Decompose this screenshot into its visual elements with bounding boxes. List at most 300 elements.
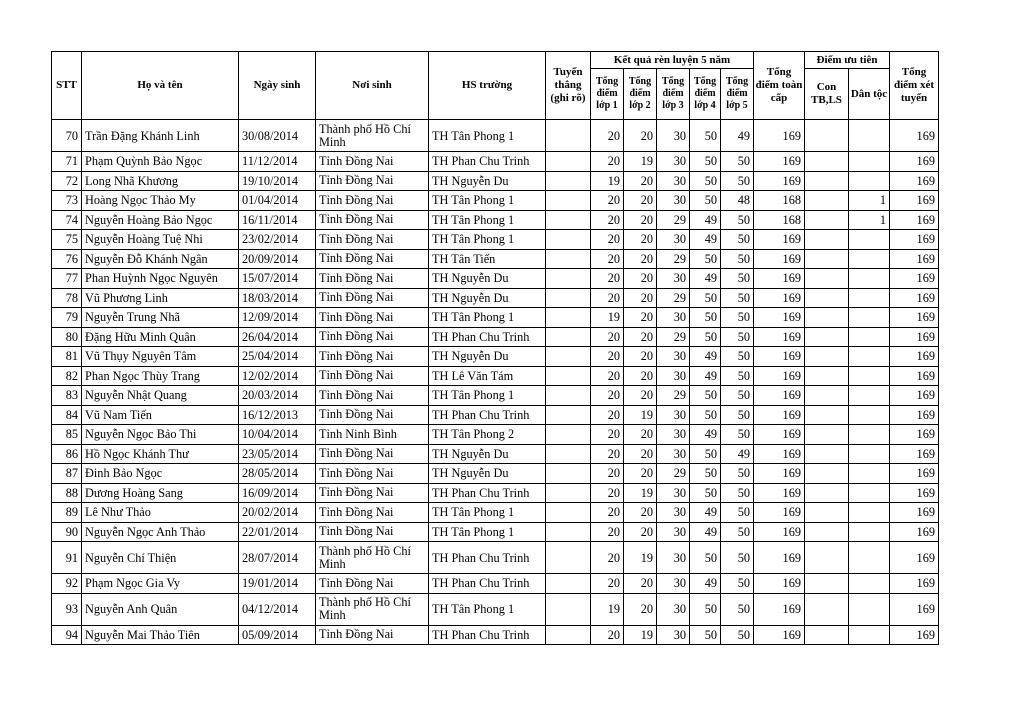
cell-grade4: 50 xyxy=(690,120,721,152)
cell-grade4: 50 xyxy=(690,308,721,328)
cell-dob: 10/04/2014 xyxy=(239,425,316,445)
cell-direct xyxy=(546,405,591,425)
table-row xyxy=(52,483,939,503)
cell-grade3: 30 xyxy=(657,152,690,172)
cell-school: TH Nguyễn Du xyxy=(429,444,546,464)
cell-dob: 19/01/2014 xyxy=(239,574,316,594)
cell-total-level: 169 xyxy=(754,171,805,191)
cell-school: TH Phan Chu Trinh xyxy=(429,327,546,347)
cell-birthplace: Tỉnh Đồng Nai xyxy=(316,625,429,645)
header-grade1: Tổng điểm lớp 1 xyxy=(591,69,624,120)
table-row xyxy=(52,210,939,230)
cell-grade2: 19 xyxy=(624,152,657,172)
cell-grade2: 20 xyxy=(624,288,657,308)
cell-total-admission: 169 xyxy=(890,542,939,574)
cell-direct xyxy=(546,464,591,484)
table-row xyxy=(52,288,939,308)
cell-birthplace: Tỉnh Đồng Nai xyxy=(316,366,429,386)
cell-stt: 77 xyxy=(52,269,82,289)
cell-name: Nguyễn Ngọc Bảo Thi xyxy=(82,425,239,445)
cell-priority-dantoc: 1 xyxy=(849,191,890,211)
cell-grade5: 50 xyxy=(721,288,754,308)
cell-dob: 12/02/2014 xyxy=(239,366,316,386)
cell-stt: 75 xyxy=(52,230,82,250)
cell-grade4: 50 xyxy=(690,191,721,211)
cell-name: Nguyễn Chí Thiện xyxy=(82,542,239,574)
cell-total-level: 169 xyxy=(754,347,805,367)
cell-school: TH Phan Chu Trinh xyxy=(429,405,546,425)
cell-total-admission: 169 xyxy=(890,152,939,172)
cell-direct xyxy=(546,347,591,367)
cell-grade1: 20 xyxy=(591,152,624,172)
cell-grade3: 30 xyxy=(657,366,690,386)
cell-direct xyxy=(546,542,591,574)
cell-grade1: 20 xyxy=(591,625,624,645)
cell-name: Hồ Ngọc Khánh Thư xyxy=(82,444,239,464)
cell-grade4: 49 xyxy=(690,522,721,542)
cell-total-level: 169 xyxy=(754,625,805,645)
cell-direct xyxy=(546,593,591,625)
cell-grade3: 29 xyxy=(657,327,690,347)
cell-school: TH Tân Phong 1 xyxy=(429,308,546,328)
header-results-group: Kết quả rèn luyện 5 năm xyxy=(591,52,754,69)
cell-grade1: 20 xyxy=(591,288,624,308)
cell-total-level: 169 xyxy=(754,366,805,386)
cell-birthplace: Tỉnh Đồng Nai xyxy=(316,210,429,230)
cell-grade1: 20 xyxy=(591,269,624,289)
cell-total-admission: 169 xyxy=(890,425,939,445)
cell-grade4: 49 xyxy=(690,210,721,230)
cell-grade2: 20 xyxy=(624,574,657,594)
cell-stt: 90 xyxy=(52,522,82,542)
cell-school: TH Phan Chu Trinh xyxy=(429,483,546,503)
cell-direct xyxy=(546,191,591,211)
cell-total-level: 169 xyxy=(754,288,805,308)
cell-total-level: 169 xyxy=(754,269,805,289)
header-grade5: Tổng điểm lớp 5 xyxy=(721,69,754,120)
cell-dob: 22/01/2014 xyxy=(239,522,316,542)
cell-priority-dantoc xyxy=(849,366,890,386)
admission-results-table xyxy=(51,51,939,645)
cell-total-level: 169 xyxy=(754,464,805,484)
header-grade4: Tổng điểm lớp 4 xyxy=(690,69,721,120)
header-priority-dantoc: Dân tộc xyxy=(849,69,890,120)
cell-stt: 78 xyxy=(52,288,82,308)
table-row xyxy=(52,120,939,152)
cell-total-admission: 169 xyxy=(890,230,939,250)
cell-school: TH Nguyễn Du xyxy=(429,269,546,289)
cell-grade1: 20 xyxy=(591,347,624,367)
cell-grade5: 49 xyxy=(721,444,754,464)
cell-priority-dantoc: 1 xyxy=(849,210,890,230)
cell-grade2: 20 xyxy=(624,366,657,386)
cell-grade1: 20 xyxy=(591,503,624,523)
cell-dob: 26/04/2014 xyxy=(239,327,316,347)
cell-school: TH Phan Chu Trinh xyxy=(429,625,546,645)
cell-total-level: 168 xyxy=(754,210,805,230)
cell-priority-con xyxy=(805,171,849,191)
cell-priority-con xyxy=(805,152,849,172)
cell-grade2: 19 xyxy=(624,625,657,645)
header-school: HS trường xyxy=(429,52,546,120)
cell-grade1: 20 xyxy=(591,522,624,542)
cell-grade1: 20 xyxy=(591,230,624,250)
cell-grade1: 20 xyxy=(591,425,624,445)
table-row xyxy=(52,574,939,594)
cell-total-admission: 169 xyxy=(890,625,939,645)
cell-priority-dantoc xyxy=(849,308,890,328)
cell-stt: 94 xyxy=(52,625,82,645)
cell-total-admission: 169 xyxy=(890,288,939,308)
cell-dob: 12/09/2014 xyxy=(239,308,316,328)
cell-priority-con xyxy=(805,542,849,574)
cell-total-admission: 169 xyxy=(890,327,939,347)
cell-grade1: 20 xyxy=(591,327,624,347)
cell-priority-dantoc xyxy=(849,503,890,523)
cell-grade3: 30 xyxy=(657,347,690,367)
cell-total-admission: 169 xyxy=(890,405,939,425)
cell-birthplace: Tỉnh Đồng Nai xyxy=(316,327,429,347)
cell-stt: 93 xyxy=(52,593,82,625)
cell-grade4: 50 xyxy=(690,405,721,425)
cell-grade2: 20 xyxy=(624,464,657,484)
table-row xyxy=(52,593,939,625)
cell-priority-con xyxy=(805,405,849,425)
cell-grade2: 20 xyxy=(624,522,657,542)
cell-total-admission: 169 xyxy=(890,249,939,269)
cell-school: TH Tân Phong 1 xyxy=(429,191,546,211)
cell-total-level: 169 xyxy=(754,327,805,347)
cell-direct xyxy=(546,444,591,464)
header-direct: Tuyển thẳng (ghi rõ) xyxy=(546,52,591,120)
cell-stt: 89 xyxy=(52,503,82,523)
cell-dob: 15/07/2014 xyxy=(239,269,316,289)
table-row xyxy=(52,171,939,191)
cell-grade2: 20 xyxy=(624,444,657,464)
header-stt: STT xyxy=(52,52,82,120)
cell-priority-con xyxy=(805,249,849,269)
cell-priority-dantoc xyxy=(849,542,890,574)
cell-school: TH Tân Tiến xyxy=(429,249,546,269)
cell-total-admission: 169 xyxy=(890,366,939,386)
cell-name: Đinh Bảo Ngọc xyxy=(82,464,239,484)
cell-grade2: 20 xyxy=(624,327,657,347)
cell-priority-dantoc xyxy=(849,171,890,191)
cell-priority-dantoc xyxy=(849,483,890,503)
cell-stt: 82 xyxy=(52,366,82,386)
cell-priority-con xyxy=(805,120,849,152)
cell-total-level: 169 xyxy=(754,574,805,594)
cell-birthplace: Tỉnh Đồng Nai xyxy=(316,405,429,425)
cell-school: TH Tân Phong 1 xyxy=(429,210,546,230)
cell-dob: 20/09/2014 xyxy=(239,249,316,269)
cell-grade1: 20 xyxy=(591,191,624,211)
cell-priority-con xyxy=(805,191,849,211)
cell-grade1: 20 xyxy=(591,542,624,574)
cell-stt: 88 xyxy=(52,483,82,503)
cell-school: TH Nguyễn Du xyxy=(429,171,546,191)
cell-total-level: 169 xyxy=(754,542,805,574)
cell-grade3: 30 xyxy=(657,483,690,503)
cell-stt: 70 xyxy=(52,120,82,152)
cell-grade4: 50 xyxy=(690,464,721,484)
cell-grade4: 50 xyxy=(690,483,721,503)
cell-total-level: 169 xyxy=(754,405,805,425)
cell-direct xyxy=(546,327,591,347)
cell-total-admission: 169 xyxy=(890,269,939,289)
cell-direct xyxy=(546,230,591,250)
cell-name: Hoàng Ngọc Thảo My xyxy=(82,191,239,211)
cell-grade3: 29 xyxy=(657,464,690,484)
cell-grade4: 49 xyxy=(690,425,721,445)
cell-priority-dantoc xyxy=(849,425,890,445)
cell-grade3: 30 xyxy=(657,574,690,594)
cell-grade5: 50 xyxy=(721,503,754,523)
cell-dob: 04/12/2014 xyxy=(239,593,316,625)
cell-birthplace: Tỉnh Đồng Nai xyxy=(316,483,429,503)
cell-grade5: 50 xyxy=(721,593,754,625)
cell-total-admission: 169 xyxy=(890,503,939,523)
table-body xyxy=(52,120,939,645)
cell-priority-con xyxy=(805,425,849,445)
cell-stt: 72 xyxy=(52,171,82,191)
cell-grade3: 30 xyxy=(657,230,690,250)
cell-name: Trần Đặng Khánh Linh xyxy=(82,120,239,152)
header-birthplace: Nơi sinh xyxy=(316,52,429,120)
cell-grade3: 29 xyxy=(657,249,690,269)
cell-grade4: 50 xyxy=(690,593,721,625)
cell-priority-con xyxy=(805,503,849,523)
cell-grade2: 19 xyxy=(624,483,657,503)
cell-grade2: 20 xyxy=(624,171,657,191)
cell-name: Nguyễn Anh Quân xyxy=(82,593,239,625)
cell-total-level: 169 xyxy=(754,249,805,269)
cell-total-admission: 169 xyxy=(890,308,939,328)
cell-grade4: 49 xyxy=(690,503,721,523)
cell-grade3: 30 xyxy=(657,191,690,211)
cell-stt: 81 xyxy=(52,347,82,367)
cell-direct xyxy=(546,120,591,152)
cell-name: Vũ Thụy Nguyên Tâm xyxy=(82,347,239,367)
cell-grade5: 50 xyxy=(721,230,754,250)
cell-stt: 74 xyxy=(52,210,82,230)
cell-grade4: 50 xyxy=(690,444,721,464)
cell-school: TH Nguyễn Du xyxy=(429,464,546,484)
cell-name: Nguyễn Đỗ Khánh Ngân xyxy=(82,249,239,269)
cell-priority-con xyxy=(805,574,849,594)
cell-name: Nguyễn Nhật Quang xyxy=(82,386,239,406)
cell-grade3: 30 xyxy=(657,269,690,289)
cell-grade3: 30 xyxy=(657,522,690,542)
cell-dob: 28/07/2014 xyxy=(239,542,316,574)
cell-grade4: 50 xyxy=(690,249,721,269)
cell-priority-con xyxy=(805,210,849,230)
cell-dob: 16/12/2013 xyxy=(239,405,316,425)
header-grade3: Tổng điểm lớp 3 xyxy=(657,69,690,120)
table-row xyxy=(52,464,939,484)
table-row xyxy=(52,308,939,328)
cell-grade5: 50 xyxy=(721,249,754,269)
cell-total-level: 169 xyxy=(754,503,805,523)
cell-birthplace: Thành phố Hồ Chí Minh xyxy=(316,593,429,625)
cell-total-admission: 169 xyxy=(890,574,939,594)
cell-direct xyxy=(546,574,591,594)
cell-birthplace: Thành phố Hồ Chí Minh xyxy=(316,542,429,574)
cell-birthplace: Tỉnh Đồng Nai xyxy=(316,464,429,484)
cell-school: TH Tân Phong 1 xyxy=(429,120,546,152)
cell-grade4: 50 xyxy=(690,327,721,347)
cell-school: TH Lê Văn Tám xyxy=(429,366,546,386)
cell-priority-dantoc xyxy=(849,230,890,250)
cell-direct xyxy=(546,503,591,523)
cell-birthplace: Tỉnh Đồng Nai xyxy=(316,288,429,308)
cell-grade5: 50 xyxy=(721,347,754,367)
cell-birthplace: Tỉnh Ninh Bình xyxy=(316,425,429,445)
table-row xyxy=(52,386,939,406)
results-sheet xyxy=(51,51,939,645)
cell-direct xyxy=(546,308,591,328)
cell-direct xyxy=(546,625,591,645)
cell-school: TH Tân Phong 1 xyxy=(429,386,546,406)
cell-grade1: 20 xyxy=(591,120,624,152)
cell-total-admission: 169 xyxy=(890,483,939,503)
cell-grade3: 30 xyxy=(657,444,690,464)
cell-grade3: 30 xyxy=(657,542,690,574)
table-row xyxy=(52,191,939,211)
table-row xyxy=(52,503,939,523)
cell-grade4: 50 xyxy=(690,386,721,406)
cell-grade4: 49 xyxy=(690,347,721,367)
cell-total-admission: 169 xyxy=(890,191,939,211)
cell-total-level: 169 xyxy=(754,386,805,406)
cell-priority-con xyxy=(805,483,849,503)
cell-name: Nguyễn Mai Thảo Tiên xyxy=(82,625,239,645)
cell-stt: 86 xyxy=(52,444,82,464)
cell-stt: 73 xyxy=(52,191,82,211)
cell-grade3: 29 xyxy=(657,386,690,406)
cell-grade3: 29 xyxy=(657,288,690,308)
cell-total-admission: 169 xyxy=(890,120,939,152)
cell-grade3: 30 xyxy=(657,405,690,425)
cell-direct xyxy=(546,152,591,172)
cell-grade1: 19 xyxy=(591,171,624,191)
cell-priority-dantoc xyxy=(849,625,890,645)
cell-priority-con xyxy=(805,444,849,464)
cell-priority-con xyxy=(805,522,849,542)
cell-grade1: 19 xyxy=(591,593,624,625)
cell-direct xyxy=(546,210,591,230)
cell-grade3: 30 xyxy=(657,171,690,191)
cell-priority-con xyxy=(805,386,849,406)
table-row xyxy=(52,347,939,367)
cell-priority-con xyxy=(805,269,849,289)
header-grade2: Tổng điểm lớp 2 xyxy=(624,69,657,120)
cell-dob: 01/04/2014 xyxy=(239,191,316,211)
cell-grade5: 50 xyxy=(721,152,754,172)
cell-grade3: 30 xyxy=(657,625,690,645)
cell-grade2: 20 xyxy=(624,503,657,523)
cell-school: TH Nguyễn Du xyxy=(429,288,546,308)
cell-total-level: 169 xyxy=(754,308,805,328)
cell-stt: 87 xyxy=(52,464,82,484)
cell-dob: 30/08/2014 xyxy=(239,120,316,152)
cell-priority-dantoc xyxy=(849,327,890,347)
cell-grade5: 48 xyxy=(721,191,754,211)
cell-grade1: 20 xyxy=(591,386,624,406)
cell-school: TH Phan Chu Trinh xyxy=(429,152,546,172)
cell-name: Phan Ngọc Thùy Trang xyxy=(82,366,239,386)
cell-priority-dantoc xyxy=(849,386,890,406)
cell-grade2: 20 xyxy=(624,269,657,289)
cell-dob: 05/09/2014 xyxy=(239,625,316,645)
cell-grade5: 50 xyxy=(721,366,754,386)
cell-name: Lê Như Thảo xyxy=(82,503,239,523)
cell-grade1: 20 xyxy=(591,444,624,464)
cell-grade1: 20 xyxy=(591,464,624,484)
cell-name: Phạm Ngọc Gia Vy xyxy=(82,574,239,594)
header-total-admission: Tổng điểm xét tuyển xyxy=(890,52,939,120)
cell-direct xyxy=(546,288,591,308)
cell-priority-con xyxy=(805,230,849,250)
table-row xyxy=(52,522,939,542)
cell-grade5: 50 xyxy=(721,210,754,230)
cell-grade5: 50 xyxy=(721,405,754,425)
cell-grade2: 20 xyxy=(624,230,657,250)
cell-total-admission: 169 xyxy=(890,464,939,484)
cell-stt: 71 xyxy=(52,152,82,172)
cell-school: TH Tân Phong 1 xyxy=(429,230,546,250)
cell-name: Nguyễn Trung Nhã xyxy=(82,308,239,328)
cell-dob: 23/02/2014 xyxy=(239,230,316,250)
cell-grade1: 20 xyxy=(591,483,624,503)
cell-dob: 20/03/2014 xyxy=(239,386,316,406)
cell-birthplace: Tỉnh Đồng Nai xyxy=(316,347,429,367)
cell-direct xyxy=(546,366,591,386)
cell-birthplace: Tỉnh Đồng Nai xyxy=(316,308,429,328)
cell-grade5: 50 xyxy=(721,308,754,328)
table-row xyxy=(52,625,939,645)
cell-name: Phan Huỳnh Ngọc Nguyên xyxy=(82,269,239,289)
cell-priority-con xyxy=(805,347,849,367)
cell-total-level: 169 xyxy=(754,425,805,445)
cell-grade5: 49 xyxy=(721,120,754,152)
cell-grade4: 50 xyxy=(690,171,721,191)
header-priority-group: Điểm ưu tiên xyxy=(805,52,890,69)
cell-grade5: 50 xyxy=(721,625,754,645)
cell-birthplace: Tỉnh Đồng Nai xyxy=(316,152,429,172)
cell-priority-dantoc xyxy=(849,152,890,172)
cell-direct xyxy=(546,269,591,289)
cell-dob: 20/02/2014 xyxy=(239,503,316,523)
cell-dob: 16/09/2014 xyxy=(239,483,316,503)
cell-birthplace: Tỉnh Đồng Nai xyxy=(316,503,429,523)
cell-grade1: 20 xyxy=(591,574,624,594)
cell-total-level: 169 xyxy=(754,230,805,250)
table-row xyxy=(52,405,939,425)
cell-grade5: 50 xyxy=(721,464,754,484)
cell-grade1: 20 xyxy=(591,210,624,230)
cell-grade5: 50 xyxy=(721,269,754,289)
cell-birthplace: Thành phố Hồ Chí Minh xyxy=(316,120,429,152)
cell-dob: 23/05/2014 xyxy=(239,444,316,464)
cell-priority-con xyxy=(805,625,849,645)
cell-school: TH Tân Phong 1 xyxy=(429,503,546,523)
cell-grade2: 20 xyxy=(624,593,657,625)
cell-birthplace: Tỉnh Đồng Nai xyxy=(316,171,429,191)
cell-grade4: 50 xyxy=(690,288,721,308)
cell-priority-dantoc xyxy=(849,464,890,484)
cell-priority-dantoc xyxy=(849,120,890,152)
